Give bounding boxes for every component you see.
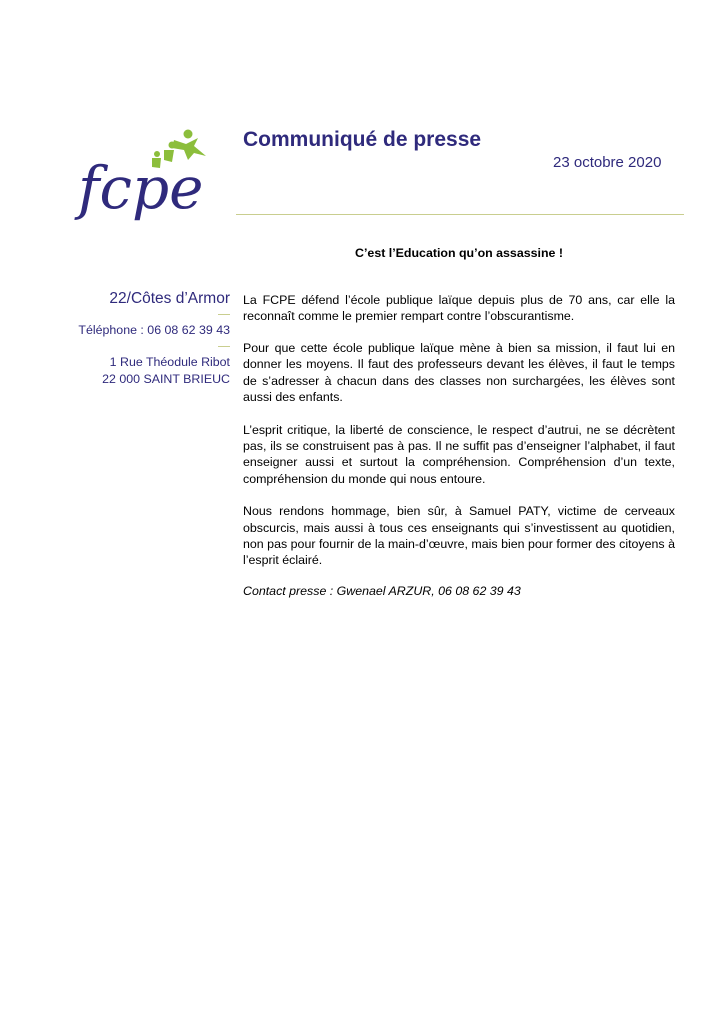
address-line-2: 22 000 SAINT BRIEUC [102, 372, 230, 386]
address-line-1: 1 Rue Théodule Ribot [109, 355, 230, 369]
body-paragraph: La FCPE défend l’école publique laïque depuis plus de 70 ans, car elle la reconnaît comme le premier rempart contre l’obscurantisme. [243, 293, 675, 324]
sidebar-divider [218, 346, 230, 347]
fcpe-logo [74, 126, 214, 232]
page-title: Communiqué de presse [243, 128, 482, 151]
svg-text:fcpe: fcpe [78, 154, 204, 222]
department-name: 22/Côtes d’Armor [109, 290, 230, 307]
sidebar-divider [218, 314, 230, 315]
body-paragraph: Pour que cette école publique laïque mène à bien sa mission, il faut lui en donner les moyens. Il faut des professeurs devant les élèves, il faut le temps de s’adresser à chacun dans des classes non surchargées, les élèves sont aussi des enfants. [243, 341, 675, 405]
header-divider [236, 214, 684, 215]
phone-number: Téléphone : 06 08 62 39 43 [78, 323, 230, 337]
headline: C’est l’Education qu’on assassine ! [355, 246, 563, 260]
body-paragraph: L’esprit critique, la liberté de conscience, le respect d’autrui, ne se décrètent pas, ils se construisent pas à pas. Il ne suffit pas d’enseigner l’alphabet, il faut enseigner aussi et surtout la compréhension. Compréhension d’un texte, compréhension du monde qui nous entoure. [243, 422, 675, 486]
press-release-body [243, 292, 675, 599]
press-date: 23 octobre 2020 [553, 154, 662, 171]
press-contact: Contact presse : Gwenael ARZUR, 06 08 62 39 43 [243, 583, 521, 598]
body-paragraph: Nous rendons hommage, bien sûr, à Samuel PATY, victime de cerveaux obscurcis, mais aussi à tous ces enseignants qui s’investissent au quotidien, non pas pour fournir de la main-d’œuvre, mais bien pour former des citoyens à l’esprit éclairé. [243, 504, 675, 568]
fcpe-logo-figures-icon [74, 126, 214, 232]
